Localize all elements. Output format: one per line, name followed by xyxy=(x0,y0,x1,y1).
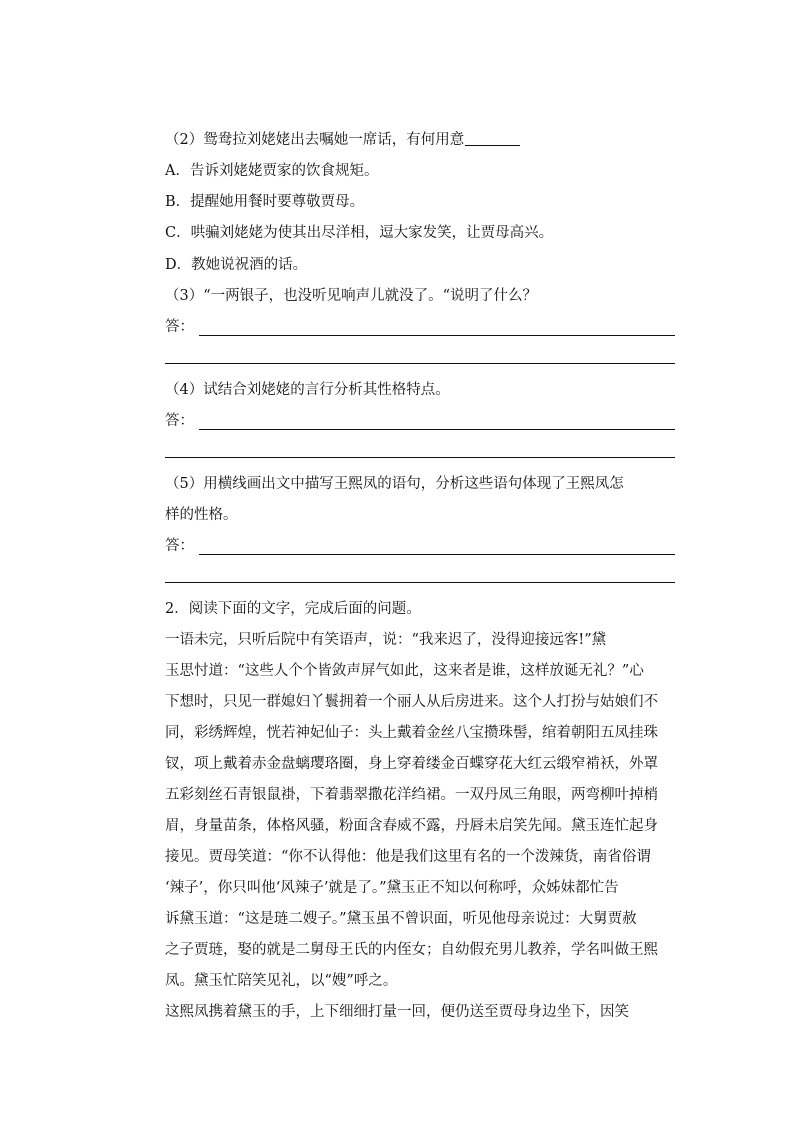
passage-line-13: 这熙凤携着黛玉的手，上下细细打量一回，便仍送至贾母身边坐下，因笑 xyxy=(165,1004,629,1020)
q2-option-c: C．哄骗刘姥姥为使其出尽洋相，逗大家发笑，让贾母高兴。 xyxy=(165,225,554,241)
passage-line-3: 下想时，只见一群媳妇丫鬟拥着一个丽人从后房进来。这个人打扮与姑娘们不 xyxy=(165,694,658,710)
q3-answer-line-2[interactable] xyxy=(165,363,675,364)
q4-answer-line[interactable] xyxy=(199,429,675,430)
passage-line-2: 玉思忖道：“这些人个个皆敛声屏气如此，这来者是谁，这样放诞无礼？”心 xyxy=(165,663,644,679)
q4-stem: （4）试结合刘姥姥的言行分析其性格特点。 xyxy=(165,382,450,398)
q5-answer-line-2[interactable] xyxy=(165,582,675,583)
q5-answer-row[interactable] xyxy=(165,536,675,556)
q5-stem-line2: 样的性格。 xyxy=(165,507,238,523)
q5-answer-label: 答： xyxy=(165,538,194,554)
passage-line-11: 之子贾琏，娶的就是二舅母王氏的内侄女；自幼假充男儿教养，学名叫做王熙 xyxy=(165,942,658,958)
passage-line-1: 一语未完，只听后院中有笑语声，说：“我来迟了，没得迎接远客!”黛 xyxy=(165,632,607,648)
q4-answer-label: 答： xyxy=(165,413,194,429)
q2-answer-blank[interactable] xyxy=(465,131,520,146)
q2-option-a: A．告诉刘姥姥贾家的饮食规矩。 xyxy=(165,163,379,179)
passage-line-5: 钗，项上戴着赤金盘螭璎珞圈，身上穿着缕金百蝶穿花大红云缎窄褃袄，外罩 xyxy=(165,756,658,772)
passage-line-12: 凤。黛玉忙陪笑见礼，以“嫂”呼之。 xyxy=(165,973,398,989)
q2-option-d: D．教她说祝酒的话。 xyxy=(165,257,308,273)
q5-stem-line1: （5）用横线画出文中描写王熙凤的语句，分析这些语句体现了王熙凤怎 xyxy=(165,476,624,492)
passage-line-10: 诉黛玉道：“这是琏二嫂子。”黛玉虽不曾识面，听见他母亲说过：大舅贾赦 xyxy=(165,911,637,927)
q3-answer-row[interactable] xyxy=(165,317,675,337)
q3-stem: （3）“一两银子，也没听见响声儿就没了。“说明了什么？ xyxy=(165,288,538,304)
q3-answer-label: 答： xyxy=(165,319,194,335)
q3-answer-line[interactable] xyxy=(199,335,675,336)
q4-answer-line-2[interactable] xyxy=(165,457,675,458)
passage-line-6: 五彩刻丝石青银鼠褂，下着翡翠撒花洋绉裙。一双丹凤三角眼，两弯柳叶掉梢 xyxy=(165,787,658,803)
q5-answer-line[interactable] xyxy=(199,554,675,555)
passage-line-7: 眉，身量苗条，体格风骚，粉面含春威不露，丹唇未启笑先闻。黛玉连忙起身 xyxy=(165,818,658,834)
q4-answer-row[interactable] xyxy=(165,411,675,431)
passage-line-8: 接见。贾母笑道：“你不认得他：他是我们这里有名的一个泼辣货，南省俗谓 xyxy=(165,849,651,865)
q2-stem-line xyxy=(165,130,675,150)
passage-line-4: 同，彩绣辉煌，恍若神妃仙子：头上戴着金丝八宝攒珠髻，绾着朝阳五凤挂珠 xyxy=(165,725,658,741)
passage-line-9: ‘辣子’，你只叫他‘风辣子’就是了。”黛玉正不知以何称呼，众姊妹都忙告 xyxy=(165,880,619,896)
q2-option-b: B．提醒她用餐时要尊敬贾母。 xyxy=(165,194,365,210)
q2-stem: （2）鸳鸯拉刘姥姥出去嘱她一席话，有何用意 xyxy=(165,132,465,148)
section2-heading: 2．阅读下面的文字，完成后面的问题。 xyxy=(165,601,421,617)
